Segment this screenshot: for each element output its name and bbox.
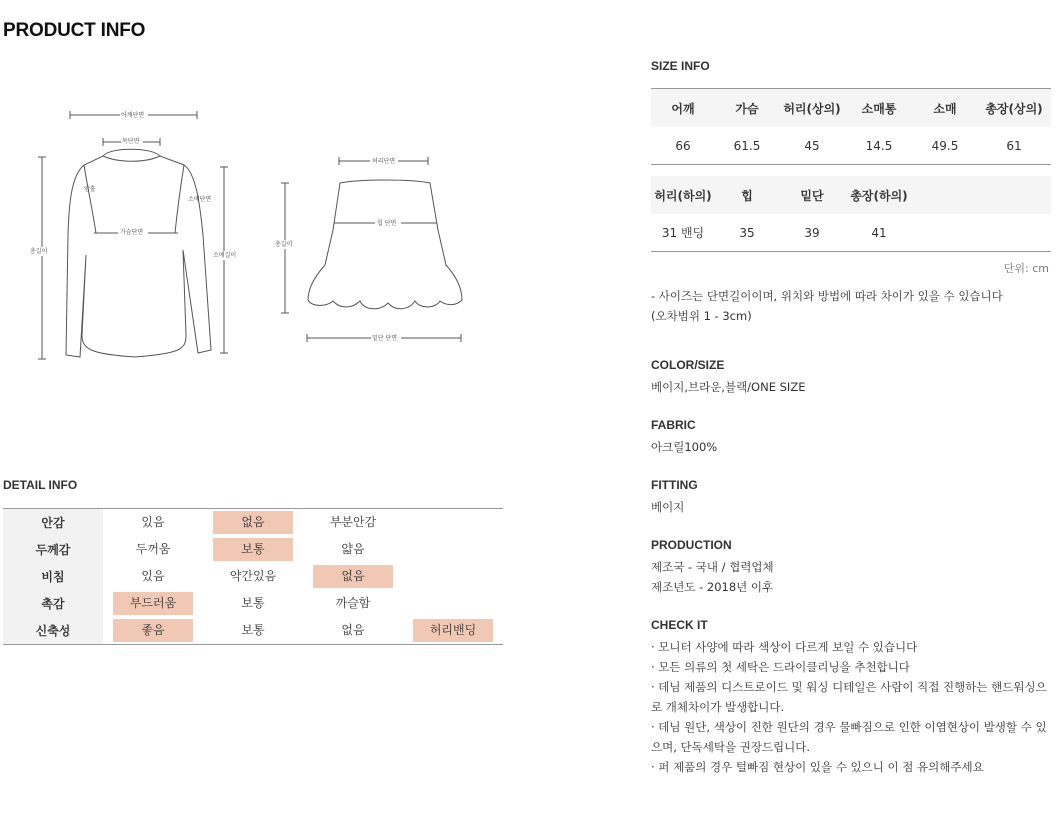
neck-label: 목단면 bbox=[122, 138, 140, 145]
detail-row-label: 두께감 bbox=[3, 536, 103, 563]
detail-option-selected: 보통 bbox=[213, 538, 293, 561]
check-it-section bbox=[651, 618, 1053, 777]
detail-row bbox=[3, 617, 503, 644]
size-value-length-bottom: 41 bbox=[871, 225, 887, 240]
size-unit: 단위: cm bbox=[1003, 262, 1049, 275]
check-it-line: · 데님 원단, 색상이 진한 원단의 경우 물빠짐으로 인한 이염현상이 발생할 수 있으며, 단독세탁을 권장드립니다. bbox=[651, 720, 1047, 754]
size-value-hem: 39 bbox=[804, 225, 820, 240]
hem-label: 밑단 단면 bbox=[372, 335, 398, 342]
detail-option-selected: 좋음 bbox=[113, 619, 193, 642]
garment-size-diagram bbox=[0, 95, 480, 375]
color-size-section bbox=[651, 358, 805, 397]
check-it-line: · 모든 의류의 첫 세탁은 드라이클리닝을 추천합니다 bbox=[651, 660, 910, 674]
production-line: 제조국 - 국내 / 협력업체 bbox=[651, 560, 774, 574]
detail-row-label: 비침 bbox=[3, 563, 103, 590]
fabric-value: 아크릴100% bbox=[651, 440, 718, 454]
size-value-waist-top: 45 bbox=[804, 138, 820, 153]
detail-option-cell bbox=[103, 538, 203, 561]
hip-label: 힙 단면 bbox=[377, 220, 397, 227]
detail-option-cell bbox=[303, 592, 403, 615]
detail-info-heading: DETAIL INFO bbox=[3, 478, 78, 492]
detail-row bbox=[3, 509, 503, 536]
detail-option-cell bbox=[103, 511, 203, 534]
detail-option: 없음 bbox=[341, 623, 365, 637]
size-header-hip: 힙 bbox=[741, 188, 753, 203]
check-it-line: · 퍼 제품의 경우 털빠짐 현상이 있을 수 있으니 이 점 유의해주세요 bbox=[651, 760, 984, 774]
size-note-line: - 사이즈는 단면길이이며, 위치와 방법에 따라 차이가 있을 수 있습니다 bbox=[651, 289, 1003, 303]
detail-option: 약간있음 bbox=[229, 569, 277, 583]
chest-label: 가슴단면 bbox=[120, 229, 144, 236]
fitting-value: 베이지 bbox=[651, 500, 685, 514]
size-header-length-bottom: 총장(하의) bbox=[850, 188, 908, 203]
skirt-length-label: 총길이 bbox=[275, 241, 293, 248]
size-value-length-top: 61 bbox=[1006, 138, 1022, 153]
detail-info-table bbox=[3, 508, 503, 645]
fabric-section bbox=[651, 418, 717, 457]
size-header-waist-top: 허리(상의) bbox=[783, 101, 841, 116]
detail-option-cell bbox=[203, 511, 303, 534]
size-header-sleeve: 소매 bbox=[933, 101, 957, 116]
size-info-heading: SIZE INFO bbox=[651, 59, 710, 73]
detail-option-selected: 없음 bbox=[313, 565, 393, 588]
size-value-hip: 35 bbox=[739, 225, 755, 240]
size-value-waist-bottom: 31 밴딩 bbox=[661, 226, 705, 240]
size-header-hem: 밑단 bbox=[800, 188, 824, 203]
detail-row-label: 촉감 bbox=[3, 590, 103, 617]
size-value-sleeve-width: 14.5 bbox=[865, 138, 893, 153]
size-table-header-row bbox=[651, 89, 1051, 127]
detail-row-label: 안감 bbox=[3, 509, 103, 536]
size-table-header-row bbox=[651, 176, 1051, 214]
size-value-shoulder: 66 bbox=[675, 138, 691, 153]
detail-option-selected: 부드러움 bbox=[113, 592, 193, 615]
size-value-chest: 61.5 bbox=[733, 138, 761, 153]
fitting-section bbox=[651, 478, 698, 517]
top-length-label: 총길이 bbox=[30, 248, 48, 255]
size-header-sleeve-width: 소매통 bbox=[861, 101, 897, 116]
detail-row bbox=[3, 536, 503, 563]
armhole-label: 암홀 bbox=[84, 186, 96, 193]
detail-option-selected: 허리밴딩 bbox=[413, 619, 493, 642]
size-table-value-row bbox=[651, 127, 1051, 164]
detail-option-cell bbox=[303, 511, 403, 534]
detail-row bbox=[3, 563, 503, 590]
size-table-bottom bbox=[651, 176, 1051, 252]
check-it-line: · 데님 제품의 디스트로이드 및 워싱 디테일은 사람이 직접 진행하는 핸드워싱으로 개체차이가 발생합니다. bbox=[651, 680, 1047, 714]
detail-option-cell bbox=[103, 619, 203, 642]
sleeve-length-label: 소매길이 bbox=[213, 252, 237, 259]
detail-option-cell bbox=[403, 619, 503, 642]
waist-label: 허리단면 bbox=[372, 158, 396, 165]
size-header-length-top: 총장(상의) bbox=[985, 101, 1043, 116]
detail-option: 부분안감 bbox=[329, 515, 377, 529]
size-value-sleeve: 49.5 bbox=[931, 138, 959, 153]
production-line: 제조년도 - 2018년 이후 bbox=[651, 580, 774, 594]
detail-option: 보통 bbox=[241, 596, 265, 610]
size-note-line: (오차범위 1 - 3cm) bbox=[651, 309, 752, 323]
detail-option-cell bbox=[303, 538, 403, 561]
detail-option-cell bbox=[303, 565, 403, 588]
detail-option-cell bbox=[103, 565, 203, 588]
color-size-value: 베이지,브라운,블랙/ONE SIZE bbox=[651, 380, 806, 394]
color-size-heading: COLOR/SIZE bbox=[651, 358, 725, 372]
size-header-chest: 가슴 bbox=[735, 101, 759, 116]
detail-option: 보통 bbox=[241, 623, 265, 637]
size-table-top bbox=[651, 88, 1051, 165]
detail-option: 있음 bbox=[141, 569, 165, 583]
detail-option: 두꺼움 bbox=[135, 542, 171, 556]
sleeve-width-label: 소매단면 bbox=[188, 196, 212, 203]
fitting-heading: FITTING bbox=[651, 478, 698, 492]
size-header-shoulder: 어깨 bbox=[671, 101, 695, 116]
detail-option: 있음 bbox=[141, 515, 165, 529]
detail-option-cell bbox=[103, 592, 203, 615]
detail-row bbox=[3, 590, 503, 617]
detail-option-selected: 없음 bbox=[213, 511, 293, 534]
detail-option: 까슬함 bbox=[335, 596, 371, 610]
detail-option: 얇음 bbox=[341, 542, 365, 556]
detail-option-cell bbox=[303, 619, 403, 642]
check-it-heading: CHECK IT bbox=[651, 618, 708, 632]
detail-option-cell bbox=[203, 619, 303, 642]
page-title: PRODUCT INFO bbox=[3, 20, 146, 41]
detail-option-cell bbox=[203, 592, 303, 615]
production-section bbox=[651, 538, 774, 597]
detail-row-label: 신축성 bbox=[3, 617, 103, 644]
size-table-value-row bbox=[651, 214, 1051, 251]
fabric-heading: FABRIC bbox=[651, 418, 696, 432]
detail-option-cell bbox=[203, 565, 303, 588]
detail-option-cell bbox=[203, 538, 303, 561]
check-it-line: · 모니터 사양에 따라 색상이 다르게 보일 수 있습니다 bbox=[651, 640, 918, 654]
shoulder-label: 어깨단면 bbox=[121, 112, 145, 119]
production-heading: PRODUCTION bbox=[651, 538, 732, 552]
size-header-waist-bottom: 허리(하의) bbox=[654, 188, 712, 203]
size-notes bbox=[651, 286, 1003, 326]
